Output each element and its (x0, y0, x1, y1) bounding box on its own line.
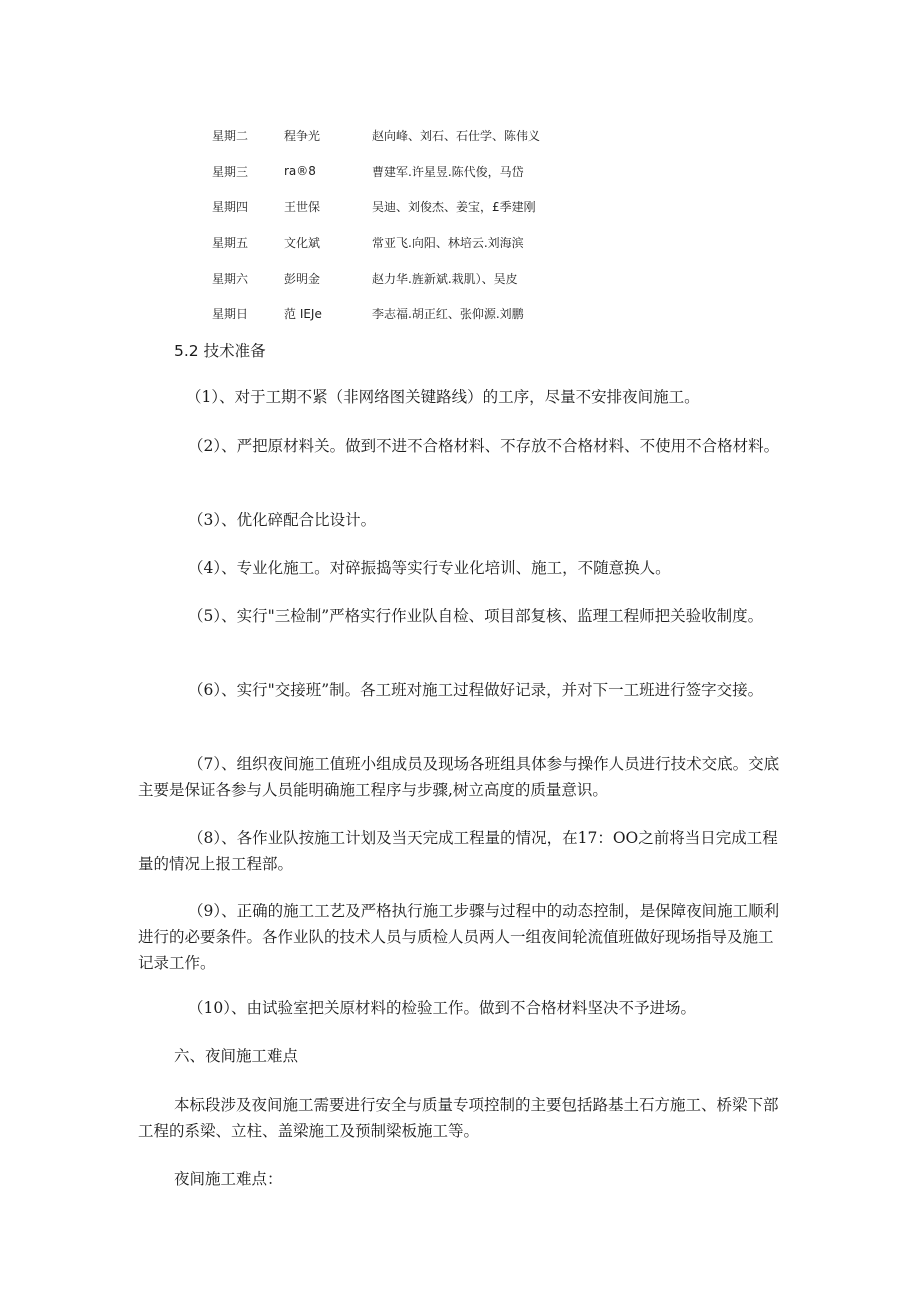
duty-leader: 文化斌 (284, 236, 321, 251)
item-7: （7）、组织夜间施工值班小组成员及现场各班组具体参与操作人员进行技术交底。交底主要是保证各参与人员能明确施工程序与步骤,树立高度的质量意识。 (138, 755, 780, 799)
duty-schedule-table (212, 118, 612, 332)
item-1: （1）、对于工期不紧（非网络图关键路线）的工序，尽量不安排夜间施工。 (186, 388, 700, 406)
item-6: （6）、实行"交接班”制。各工班对施工过程做好记录，并对下一工班进行签字交接。 (188, 681, 764, 699)
duty-row (212, 189, 612, 225)
section-heading-6: 六、夜间施工难点 (174, 1047, 299, 1065)
item-3: （3）、优化碎配合比设计。 (188, 511, 377, 529)
duty-row (212, 225, 612, 261)
item-5: （5）、实行"三检制”严格实行作业队自检、项目部复核、监理工程师把关验收制度。 (188, 607, 764, 625)
item-2: （2）、严把原材料关。做到不进不合格材料、不存放不合格材料、不使用不合格材料。 (188, 437, 780, 455)
duty-leader: 范 IEJe (284, 307, 322, 322)
item-8: （8）、各作业队按施工计划及当天完成工程量的情况，在17：OO之前将当日完成工程量的情况上报工程部。 (138, 829, 778, 873)
duty-leader: 王世保 (284, 200, 321, 215)
duty-members: 常亚飞.向阳、林培云.刘海滨 (372, 236, 524, 251)
duty-row (212, 118, 612, 154)
item-10: （10）、由试验室把关原材料的检验工作。做到不合格材料坚决不予进场。 (188, 999, 696, 1017)
section-6-paragraph: 本标段涉及夜间施工需要进行安全与质量专项控制的主要包括路基土石方施工、桥梁下部工程的系梁、立柱、盖梁施工及预制梁板施工等。 (138, 1096, 779, 1140)
item-9: （9）、正确的施工工艺及严格执行施工步骤与过程中的动态控制，是保障夜间施工顺利进行的必要条件。各作业队的技术人员与质检人员两人一组夜间轮流值班做好现场指导及施工记录工作。 (138, 902, 780, 972)
duty-day: 星期四 (212, 200, 249, 215)
section-heading-5-2: 5.2 技术准备 (174, 342, 266, 360)
duty-members: 吴迪、刘俊杰、姜宝，£季建刚 (372, 200, 536, 215)
duty-leader: 彭明金 (284, 271, 321, 286)
duty-row (212, 260, 612, 296)
duty-members: 赵力华.旌新斌.栽肌）、吴皮 (372, 271, 518, 286)
duty-day: 星期六 (212, 271, 249, 286)
duty-leader: ra®8 (284, 164, 316, 179)
duty-day: 星期日 (212, 307, 249, 322)
difficulties-label: 夜间施工难点： (174, 1170, 283, 1188)
duty-day: 星期二 (212, 129, 249, 144)
duty-members: 赵向峰、刘石、石仕学、陈伟义 (372, 129, 541, 144)
item-4: （4）、专业化施工。对碎振捣等实行专业化培训、施工，不随意换人。 (188, 559, 671, 577)
duty-leader: 程争光 (284, 129, 321, 144)
duty-members: 李志福.胡正红、张仰源.刘鹏 (372, 307, 524, 322)
duty-members: 曹建军.许星昱.陈代俊，马岱 (372, 164, 524, 179)
duty-day: 星期三 (212, 164, 249, 179)
duty-row (212, 296, 612, 332)
duty-row (212, 154, 612, 190)
duty-day: 星期五 (212, 236, 249, 251)
